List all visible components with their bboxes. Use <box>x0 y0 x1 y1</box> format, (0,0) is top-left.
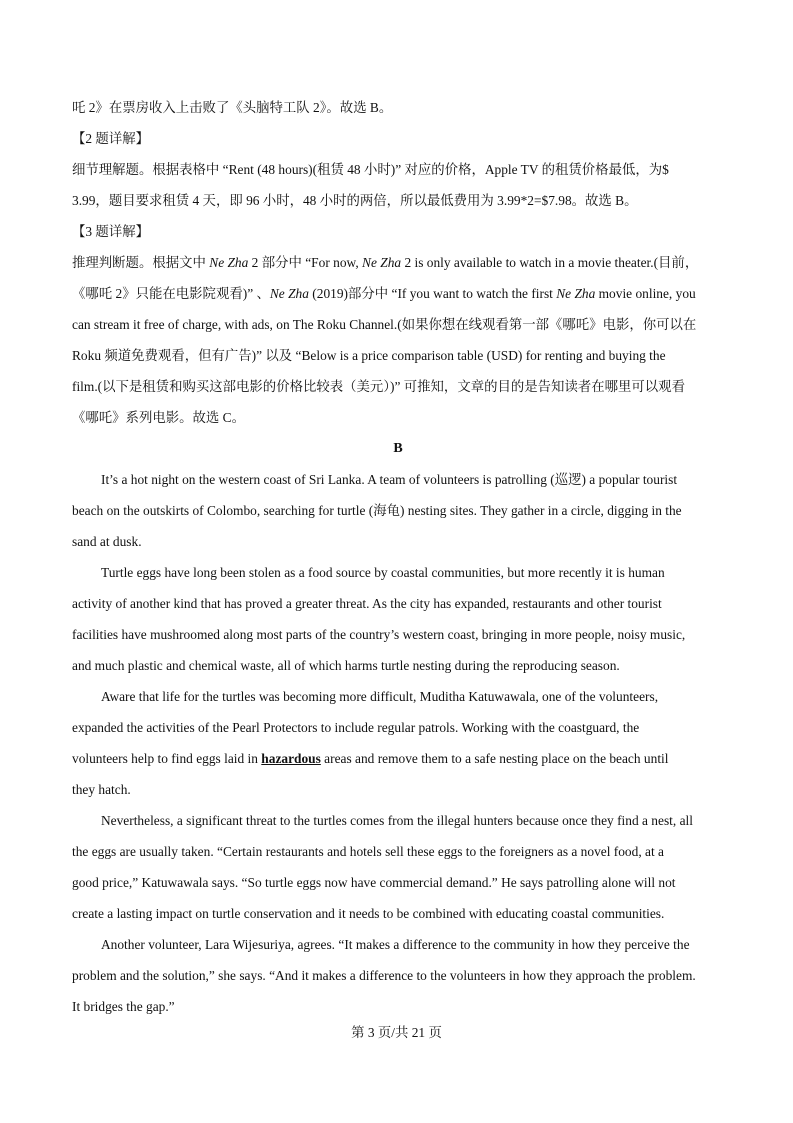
passage-p5-line-2: problem and the solution,” she says. “And it makes a difference to the volunteers in how they approach the problem. <box>72 968 696 983</box>
p3-l3-part-a: volunteers help to find eggs laid in <box>72 751 262 766</box>
question-3-line-2 <box>72 278 724 309</box>
q3-l1-part-e: 2 is only available to watch in a movie theater.(目前， <box>401 255 699 270</box>
passage-p2-line-4: and much plastic and chemical waste, all of which harms turtle nesting during the reproducing season. <box>72 658 620 673</box>
answer-1-tail: 吒 2》在票房收入上击败了《头脑特工队 2》。故选 B。 <box>72 100 393 115</box>
passage-p3-line-3 <box>72 743 724 774</box>
q3-l1-title-b: Ne Zha <box>362 255 402 270</box>
question-2-line-1-text: 细节理解题。根据表格中 “Rent (48 hours)(租赁 48 小时)” 对应的价格，Apple TV 的租赁价格最低，为$ <box>72 162 669 177</box>
passage-p3-line-4: they hatch. <box>72 782 131 797</box>
p3-l3-part-b: areas and remove them to a safe nesting place on the beach until <box>320 751 669 766</box>
passage-p4-line-3: good price,” Katuwawala says. “So turtle eggs now have commercial demand.” He says patrolling alone will not <box>72 875 676 890</box>
passage-p3-line-2: expanded the activities of the Pearl Protectors to include regular patrols. Working with the coastguard, the <box>72 720 640 735</box>
question-3-line-1 <box>72 247 724 278</box>
q3-l2-title-b: Ne Zha <box>556 286 596 301</box>
question-3-line-6: 《哪吒》系列电影。故选 C。 <box>72 410 245 425</box>
q3-l2-part-e: movie online, you <box>595 286 696 301</box>
passage-p1-line-1 <box>72 464 724 495</box>
passage-p3-line-1: Aware that life for the turtles was becoming more difficult, Muditha Katuwawala, one of the volunteers, <box>101 689 659 704</box>
q3-l1-title-a: Ne Zha <box>209 255 249 270</box>
passage-p4-line-4: create a lasting impact on turtle conservation and it needs to be combined with educating coastal communities. <box>72 906 665 921</box>
keyword-hazardous: hazardous <box>261 751 321 766</box>
passage-p4-line-1: Nevertheless, a significant threat to the turtles comes from the illegal hunters because once they find a nest, all <box>101 813 693 828</box>
question-3-line-4: Roku 频道免费观看，但有广告)” 以及 “Below is a price comparison table (USD) for renting and buying the <box>72 348 666 363</box>
passage-p1-line-2: beach on the outskirts of Colombo, searching for turtle (海龟) nesting sites. They gather in a circle, digging in the <box>72 503 682 518</box>
passage-p1-line-1-text: It’s a hot night on the western coast of Sri Lanka. A team of volunteers is patrolling (巡逻) a popular tourist <box>101 472 678 487</box>
passage-p4-line-2: the eggs are usually taken. “Certain restaurants and hotels sell these eggs to the foreigners as a novel food, at a <box>72 844 664 859</box>
passage-p2-line-1: Turtle eggs have long been stolen as a food source by coastal communities, but more recently it is human <box>101 565 665 580</box>
page-content <box>72 92 724 1022</box>
q3-l1-part-c: 2 部分中 “For now, <box>248 255 363 270</box>
q3-l2-part-a: 《哪吒 2》只能在电影院观看)” 、 <box>72 286 270 301</box>
q3-l1-part-a: 推理判断题。根据文中 <box>72 255 210 270</box>
question-2-title: 【2 题详解】 <box>72 131 149 146</box>
question-3-line-5: film.(以下是租赁和购买这部电影的价格比较表（美元）)” 可推知，文章的目的是告知读者在哪里可以观看 <box>72 379 685 394</box>
passage-p1-line-3: sand at dusk. <box>72 534 142 549</box>
question-3-title: 【3 题详解】 <box>72 224 149 239</box>
q3-l2-title-a: Ne Zha <box>269 286 309 301</box>
passage-p5-line-3: It bridges the gap.” <box>72 999 175 1014</box>
passage-p5-line-1: Another volunteer, Lara Wijesuriya, agrees. “It makes a difference to the community in how they perceive the <box>101 937 690 952</box>
section-heading: B <box>393 441 403 456</box>
question-2-line-1 <box>72 154 724 185</box>
page-number-footer: 第 3 页/共 21 页 <box>351 1025 442 1040</box>
question-3-line-3: can stream it free of charge, with ads, on The Roku Channel.(如果你想在线观看第一部《哪吒》电影，你可以在 <box>72 317 697 332</box>
passage-p2-line-2: activity of another kind that has proved a greater threat. As the city has expanded, restaurants and other tourist <box>72 596 662 611</box>
q3-l2-part-c: (2019)部分中 “If you want to watch the first <box>308 286 557 301</box>
question-2-line-2: 3.99，题目要求租赁 4 天，即 96 小时，48 小时的两倍，所以最低费用为 3.99*2=$7.98。故选 B。 <box>72 193 638 208</box>
passage-p2-line-3: facilities have mushroomed along most parts of the country’s western coast, bringing in more people, noisy music, <box>72 627 686 642</box>
